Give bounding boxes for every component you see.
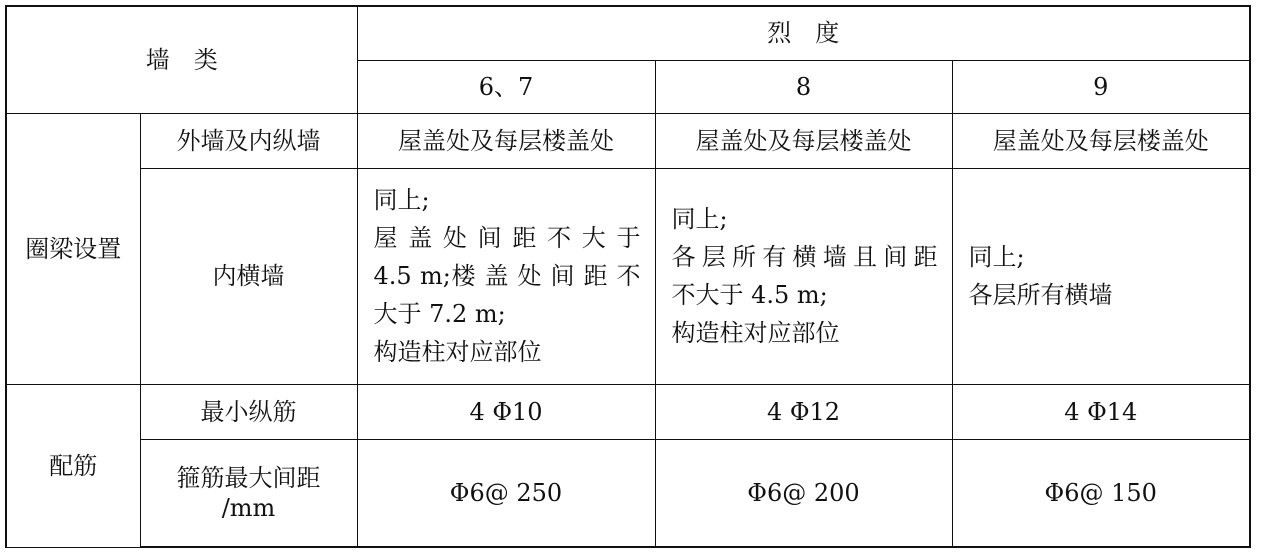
header-intensity: 烈 度 bbox=[357, 6, 1250, 60]
interior-cross-wall-level-9 bbox=[952, 168, 1250, 384]
reinforcement-group-label: 配筋 bbox=[6, 384, 140, 547]
text-line: 同上; bbox=[968, 243, 1025, 271]
header-level-6-7: 6、7 bbox=[357, 60, 655, 113]
exterior-wall-label: 外墙及内纵墙 bbox=[140, 113, 357, 168]
text-line: 不大于 4.5 m; bbox=[671, 281, 828, 309]
interior-cross-wall-level-8 bbox=[655, 168, 952, 384]
exterior-wall-level-6-7: 屋盖处及每层楼盖处 bbox=[357, 113, 655, 168]
text-line: 构造柱对应部位 bbox=[373, 338, 542, 366]
text-line: 同上; bbox=[373, 186, 430, 214]
text-line: 各层所有横墙且间距 bbox=[671, 243, 938, 271]
stirrup-spacing-level-8: Φ6@ 200 bbox=[655, 439, 952, 547]
interior-cross-wall-level-6-7 bbox=[357, 168, 655, 384]
text-line: 大于 7.2 m; bbox=[373, 300, 506, 328]
stirrup-label-line1: 箍筋最大间距 bbox=[176, 463, 321, 492]
stirrup-spacing-level-9: Φ6@ 150 bbox=[952, 439, 1250, 547]
min-longitudinal-label: 最小纵筋 bbox=[140, 384, 357, 439]
stirrup-label-line2: /mm bbox=[221, 493, 276, 522]
text-line: 同上; bbox=[671, 205, 728, 233]
text-line: 各层所有横墙 bbox=[968, 281, 1113, 309]
header-wall-type: 墙 类 bbox=[6, 6, 357, 113]
text-line: 4.5 m;楼 盖 处 间 距 不 bbox=[373, 262, 641, 290]
interior-cross-wall-label: 内横墙 bbox=[140, 168, 357, 384]
ring-beam-group-label: 圈梁设置 bbox=[6, 113, 140, 384]
stirrup-spacing-label bbox=[140, 439, 357, 547]
exterior-wall-level-8: 屋盖处及每层楼盖处 bbox=[655, 113, 952, 168]
min-longitudinal-level-9: 4 Φ14 bbox=[952, 384, 1250, 439]
min-longitudinal-level-8: 4 Φ12 bbox=[655, 384, 952, 439]
text-line: 构造柱对应部位 bbox=[671, 319, 840, 347]
text-line: 屋 盖 处 间 距 不 大 于 bbox=[373, 224, 641, 252]
header-level-8: 8 bbox=[655, 60, 952, 113]
min-longitudinal-level-6-7: 4 Φ10 bbox=[357, 384, 655, 439]
stirrup-spacing-level-6-7: Φ6@ 250 bbox=[357, 439, 655, 547]
exterior-wall-level-9: 屋盖处及每层楼盖处 bbox=[952, 113, 1250, 168]
ring-beam-spec-table bbox=[5, 5, 1251, 548]
header-level-9: 9 bbox=[952, 60, 1250, 113]
